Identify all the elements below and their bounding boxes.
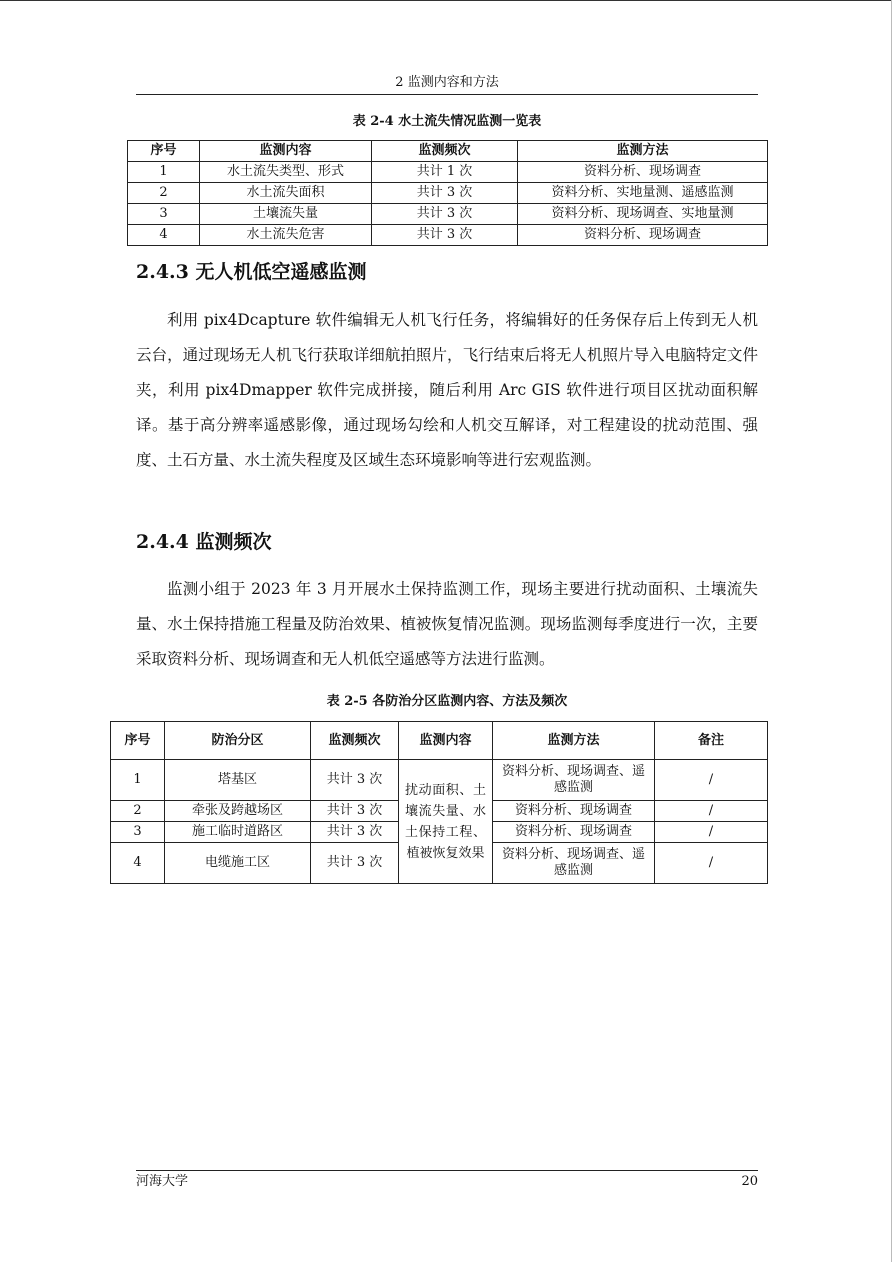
table-cell: 水土流失危害 — [200, 225, 372, 246]
table-header-row — [128, 141, 768, 162]
table-cell: 共计 1 次 — [372, 162, 518, 183]
header-cell: 监测频次 — [311, 722, 399, 760]
table-cell: 共计 3 次 — [372, 183, 518, 204]
table-cell: 水土流失面积 — [200, 183, 372, 204]
section-heading-2-4-3: 2.4.3 无人机低空遥感监测 — [136, 261, 367, 283]
table-cell: 水土流失类型、形式 — [200, 162, 372, 183]
table-row — [128, 183, 768, 204]
table-cell: 资料分析、现场调查、实地量测 — [518, 204, 768, 225]
header-cell: 监测方法 — [493, 722, 655, 760]
table-cell: / — [655, 843, 768, 884]
section-2-4-3-paragraph: 利用 pix4Dcapture 软件编辑无人机飞行任务，将编辑好的任务保存后上传到无人机云台，通过现场无人机飞行获取详细航拍照片，飞行结束后将无人机照片导入电脑特定文件夹，利用 pix4Dmapper 软件完成拼接，随后利用 Arc GIS 软件进行项目区扰动面积解译。基于高分辨率遥感影像，通过现场勾绘和人机交互解译，对工程建设的扰动范围、强度、土石方量、水土流失程度及区域生态环境影响等进行宏观监测。 — [136, 311, 758, 469]
page-number: 20 — [741, 1174, 758, 1189]
footer-rule — [136, 1170, 758, 1171]
section-heading-2-4-4: 2.4.4 监测频次 — [136, 531, 272, 553]
table-cell: 共计 3 次 — [372, 204, 518, 225]
table-cell: 资料分析、现场调查 — [493, 801, 655, 822]
table-cell: 3 — [128, 204, 200, 225]
header-cell: 备注 — [655, 722, 768, 760]
table-row — [128, 204, 768, 225]
table-cell: 电缆施工区 — [165, 843, 311, 884]
table-cell: 4 — [128, 225, 200, 246]
table-cell: 资料分析、现场调查 — [493, 822, 655, 843]
header-cell: 序号 — [128, 141, 200, 162]
table-cell: 4 — [111, 843, 165, 884]
table-2-4 — [127, 140, 768, 246]
table-cell: 共计 3 次 — [311, 822, 399, 843]
table-cell: 土壤流失量 — [200, 204, 372, 225]
header-cell: 防治分区 — [165, 722, 311, 760]
table-row — [128, 162, 768, 183]
table-cell: 施工临时道路区 — [165, 822, 311, 843]
table-2-5-caption: 表 2-5 各防治分区监测内容、方法及频次 — [326, 694, 568, 709]
table-cell: 1 — [128, 162, 200, 183]
header-cell: 监测频次 — [372, 141, 518, 162]
table-header-row — [111, 722, 768, 760]
header-cell: 序号 — [111, 722, 165, 760]
header-cell: 监测方法 — [518, 141, 768, 162]
running-header: 2 监测内容和方法 — [395, 75, 499, 90]
section-2-4-4-paragraph: 监测小组于 2023 年 3 月开展水土保持监测工作，现场主要进行扰动面积、土壤流失量、水土保持措施工程量及防治效果、植被恢复情况监测。现场监测每季度进行一次，主要采取资料分析、现场调查和无人机低空遥感等方法进行监测。 — [136, 580, 758, 668]
table-cell: / — [655, 801, 768, 822]
table-cell: 共计 3 次 — [311, 760, 399, 801]
table-row — [111, 760, 768, 801]
table-cell: 2 — [111, 801, 165, 822]
table-cell: 资料分析、现场调查、遥感监测 — [493, 760, 655, 801]
table-cell: 资料分析、现场调查 — [518, 162, 768, 183]
table-cell: 塔基区 — [165, 760, 311, 801]
header-cell: 监测内容 — [200, 141, 372, 162]
page-top-border — [0, 0, 892, 1]
table-cell: 1 — [111, 760, 165, 801]
table-cell: / — [655, 822, 768, 843]
table-2-4-caption: 表 2-4 水土流失情况监测一览表 — [352, 114, 542, 129]
table-cell: 牵张及跨越场区 — [165, 801, 311, 822]
table-cell: 共计 3 次 — [311, 843, 399, 884]
footer-institution: 河海大学 — [136, 1174, 189, 1189]
header-cell: 监测内容 — [399, 722, 493, 760]
table-cell: / — [655, 760, 768, 801]
shared-monitoring-content-cell: 扰动面积、土壤流失量、水土保持工程、植被恢复效果 — [399, 760, 493, 884]
table-cell: 资料分析、现场调查、遥感监测 — [493, 843, 655, 884]
table-cell: 3 — [111, 822, 165, 843]
table-cell: 2 — [128, 183, 200, 204]
table-cell: 共计 3 次 — [372, 225, 518, 246]
table-row — [128, 225, 768, 246]
table-cell: 资料分析、实地量测、遥感监测 — [518, 183, 768, 204]
table-cell: 资料分析、现场调查 — [518, 225, 768, 246]
table-cell: 共计 3 次 — [311, 801, 399, 822]
header-rule — [136, 94, 758, 95]
table-2-5 — [110, 721, 768, 884]
